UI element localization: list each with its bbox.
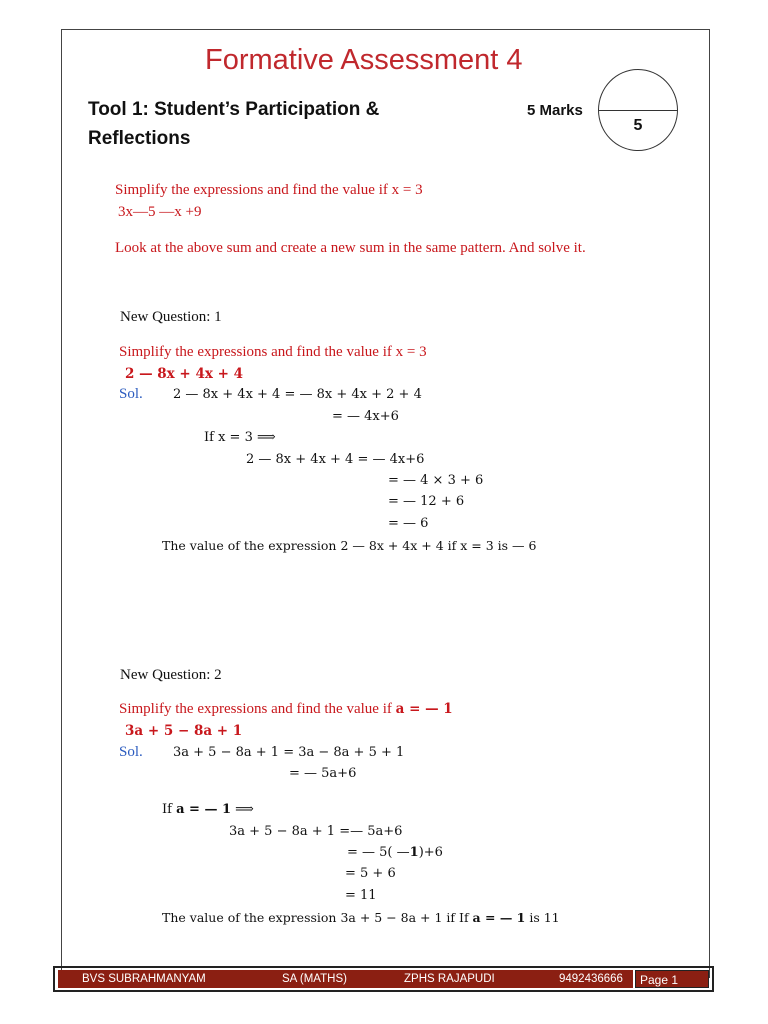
q1-heading: New Question: 1 — [120, 309, 222, 325]
q2-if-text: If — [162, 802, 177, 817]
q1-step3: 2 — 8x + 4x + 4 = — 4x+6 — [246, 452, 425, 467]
q1-step4: = — 4 × 3 + 6 — [388, 473, 484, 488]
marks-circle — [598, 69, 678, 151]
q2-if-condition: a = — 1 — [176, 802, 232, 817]
footer-role: SA (MATHS) — [282, 973, 347, 985]
footer-bar — [58, 970, 633, 988]
intro-expression: 3x—5 —x +9 — [118, 204, 202, 220]
q2-if-arrow: ⟹ — [231, 802, 254, 817]
q2-step4-bold: 1 — [409, 845, 419, 860]
q2-sol-label: Sol. — [119, 744, 143, 760]
q2-conclusion-post: is 11 — [525, 910, 560, 925]
q2-prompt — [119, 701, 453, 718]
q2-step2: = — 5a+6 — [289, 766, 357, 781]
q2-step4-pre: = — 5( — — [347, 845, 410, 860]
q2-if-line — [162, 802, 254, 817]
tool-heading-line1: Tool 1: Student’s Participation & — [88, 99, 380, 120]
q2-conclusion-condition: a = — 1 — [472, 910, 526, 925]
q2-step6: = 11 — [345, 888, 377, 903]
footer-page-box — [635, 970, 709, 988]
footer-phone: 9492436666 — [559, 973, 623, 985]
q2-expression: 3a + 5 − 8a + 1 — [125, 723, 243, 739]
footer-author: BVS SUBRAHMANYAM — [82, 973, 206, 985]
page-footer — [53, 966, 714, 992]
q2-step4 — [347, 845, 443, 860]
intro-prompt: Simplify the expressions and find the value if x = 3 — [115, 182, 423, 198]
footer-school: ZPHS RAJAPUDI — [404, 973, 495, 985]
q1-step5: = — 12 + 6 — [388, 494, 465, 509]
intro-instruction: Look at the above sum and create a new sum in the same pattern. And solve it. — [115, 240, 586, 256]
q1-prompt: Simplify the expressions and find the value if x = 3 — [119, 344, 427, 360]
q1-conclusion: The value of the expression 2 — 8x + 4x + 4 if x = 3 is — 6 — [162, 538, 537, 553]
q1-step6: = — 6 — [388, 516, 429, 531]
q1-expression: 2 — 8x + 4x + 4 — [125, 366, 243, 382]
footer-page-number: Page 1 — [640, 973, 679, 987]
q2-step1: 3a + 5 − 8a + 1 = 3a − 8a + 5 + 1 — [173, 745, 405, 760]
q1-step1: 2 — 8x + 4x + 4 = — 8x + 4x + 2 + 4 — [173, 387, 422, 402]
marks-label: 5 Marks — [527, 102, 583, 119]
q2-heading: New Question: 2 — [120, 667, 222, 683]
q2-conclusion — [162, 910, 560, 925]
q1-sol-label: Sol. — [119, 386, 143, 402]
q2-prompt-condition: a = — 1 — [395, 701, 453, 717]
marks-circle-divider — [599, 110, 677, 111]
q2-conclusion-pre: The value of the expression 3a + 5 − 8a + 1 if If — [162, 910, 473, 925]
q2-prompt-text: Simplify the expressions and find the value if — [119, 701, 396, 717]
q2-step4-post: )+6 — [418, 845, 443, 860]
q1-if-line: If x = 3 ⟹ — [204, 430, 276, 445]
marks-value: 5 — [633, 117, 643, 134]
tool-heading-line2: Reflections — [88, 128, 191, 149]
q2-step3: 3a + 5 − 8a + 1 =— 5a+6 — [229, 824, 403, 839]
page-title: Formative Assessment 4 — [205, 44, 523, 76]
q1-step2: = — 4x+6 — [332, 409, 399, 424]
q2-step5: = 5 + 6 — [345, 866, 396, 881]
